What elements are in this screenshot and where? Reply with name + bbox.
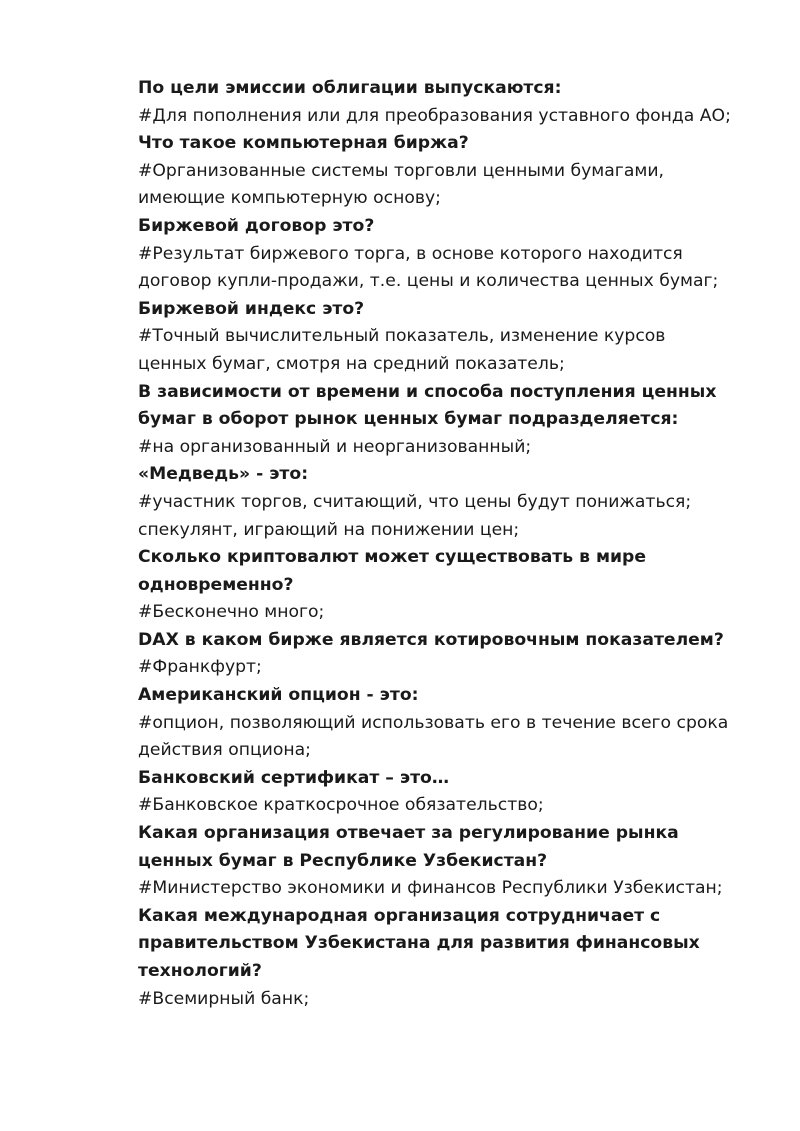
qa-item-7 xyxy=(138,544,768,627)
question-text: Биржевой договор это? xyxy=(138,215,375,236)
qa-item-6 xyxy=(138,461,768,544)
question-text: Сколько криптовалют может существовать в мире одновременно? xyxy=(138,547,647,595)
question-text: «Медведь» - это: xyxy=(138,464,309,485)
answer-text: #Всемирный банк; xyxy=(138,988,310,1009)
answer-text: #Результат биржевого торга, в основе которого находится договор купли-продажи, т.е. цены и количества ценных бумаг; xyxy=(138,243,719,292)
answer-text: #Для пополнения или для преобразования уставного фонда АО; xyxy=(138,105,731,126)
question-text: Какая организация отвечает за регулирование рынка ценных бумаг в Республике Узбекистан? xyxy=(138,823,679,871)
qa-item-11 xyxy=(138,820,768,903)
qa-item-2 xyxy=(138,130,768,213)
qa-item-3 xyxy=(138,213,768,296)
answer-text: #опцион, позволяющий использовать его в течение всего срока действия опциона; xyxy=(138,712,729,761)
qa-item-1 xyxy=(138,75,768,130)
question-text: Американский опцион - это: xyxy=(138,685,419,706)
question-text: Какая международная организация сотрудничает с правительством Узбекистана для развития финансовых технологий? xyxy=(138,905,700,981)
qa-item-4 xyxy=(138,296,768,379)
question-text: По цели эмиссии облигации выпускаются: xyxy=(138,78,562,98)
qa-item-9 xyxy=(138,682,768,765)
answer-text: #Организованные системы торговли ценными бумагами, имеющие компьютерную основу; xyxy=(138,160,664,209)
answer-text: #Банковское краткосрочное обязательство; xyxy=(138,795,544,816)
question-text: Что такое компьютерная биржа? xyxy=(138,133,469,154)
question-text: Банковский сертификат – это… xyxy=(138,767,450,788)
answer-text: #участник торгов, считающий, что цены будут понижаться; спекулянт, играющий на понижении цен; xyxy=(138,491,692,540)
qa-item-5 xyxy=(138,379,768,462)
question-text: DAX в каком бирже является котировочным показателем? xyxy=(138,629,724,650)
answer-text: #Точный вычислительный показатель, изменение курсов ценных бумаг, смотря на средний показатель; xyxy=(138,326,666,374)
document-page xyxy=(138,75,768,1013)
qa-item-8 xyxy=(138,627,768,682)
answer-text: #Министерство экономики и финансов Республики Узбекистан; xyxy=(138,878,723,899)
qa-item-10 xyxy=(138,765,768,820)
question-text: В зависимости от времени и способа поступления ценных бумаг в оборот рынок ценных бумаг подразделяется: xyxy=(138,381,717,430)
question-text: Биржевой индекс это? xyxy=(138,298,365,319)
qa-item-12 xyxy=(138,903,768,1013)
answer-text: #Франкфурт; xyxy=(138,657,262,678)
answer-text: #Бесконечно много; xyxy=(138,602,325,623)
answer-text: #на организованный и неорганизованный; xyxy=(138,436,532,457)
